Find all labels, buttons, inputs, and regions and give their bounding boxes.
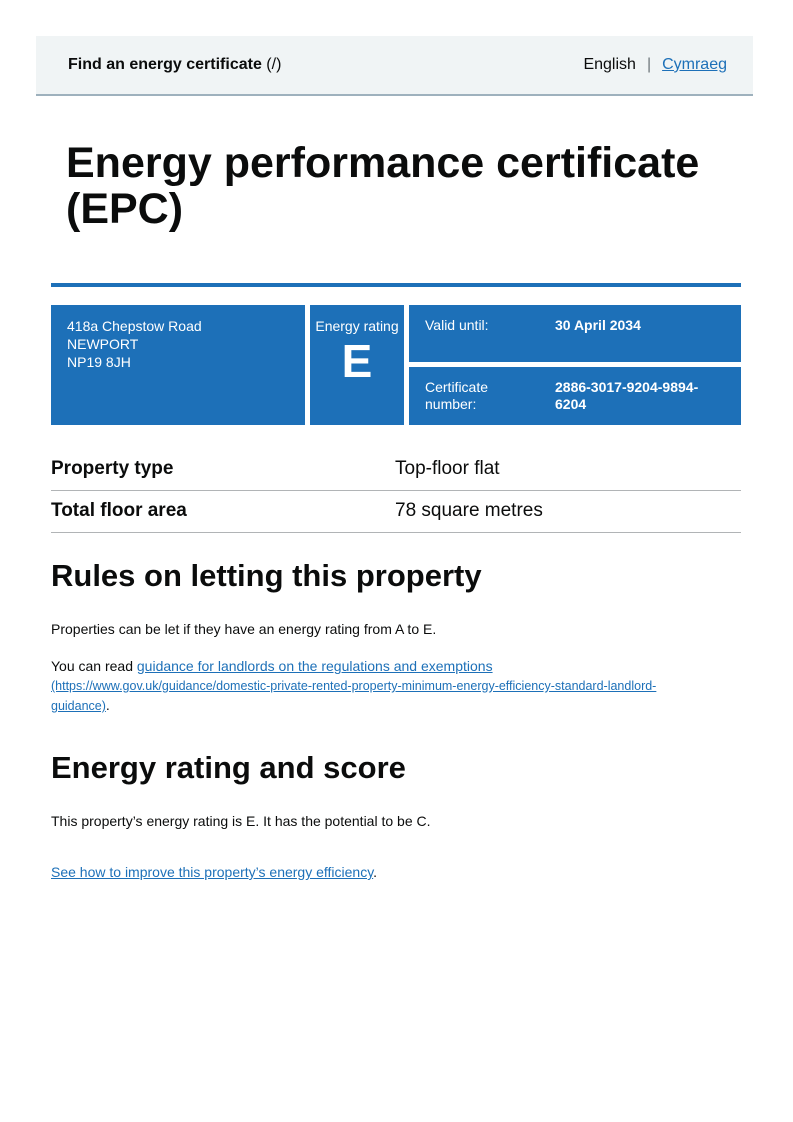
property-type-value: Top-floor flat	[395, 458, 500, 479]
address-line-1: 418a Chepstow Road	[67, 318, 202, 334]
energy-rating-value: E	[341, 335, 373, 387]
language-current: English	[583, 56, 636, 73]
address-line-3: NP19 8JH	[67, 354, 131, 370]
certificate-number-value: 2886-3017-9204-9894-6204	[555, 379, 699, 412]
rating-paragraph: This property’s energy rating is E. It has the potential to be C.	[51, 813, 431, 829]
certificate-meta-column	[409, 305, 741, 425]
energy-rating-panel	[310, 305, 404, 425]
property-type-label: Property type	[51, 458, 174, 479]
improve-link-paragraph	[51, 863, 711, 882]
certificate-number-row	[409, 367, 741, 425]
language-switcher	[583, 56, 727, 74]
rules-paragraph-2-suffix: .	[105, 697, 110, 713]
improve-link-suffix: .	[373, 864, 378, 880]
page-title: Energy performance certificate (EPC)	[66, 139, 700, 233]
language-divider: |	[646, 56, 652, 73]
service-name-text: Find an energy certificate	[68, 56, 262, 73]
table-row-floor-area	[51, 491, 741, 533]
property-address	[51, 305, 305, 425]
valid-until-label: Valid until:	[425, 317, 489, 333]
floor-area-value: 78 square metres	[395, 500, 543, 521]
valid-until-value: 30 April 2034	[555, 317, 641, 333]
improve-efficiency-link[interactable]: See how to improve this property’s energy efficiency	[51, 864, 374, 880]
address-line-2: NEWPORT	[67, 336, 139, 352]
landlord-guidance-link-url: (https://www.gov.uk/guidance/domestic-private-rented-property-minimum-energy-efficiency-standard-landlord-guidance)	[51, 679, 657, 713]
table-row-property-type	[51, 449, 741, 491]
landlord-guidance-link-text: guidance for landlords on the regulations and exemptions	[136, 658, 493, 674]
main-content	[0, 140, 793, 882]
site-header	[36, 36, 753, 96]
valid-until-row	[409, 305, 741, 362]
rules-paragraph-2-prefix: You can read	[51, 658, 133, 674]
certificate-number-label: Certificate number:	[425, 379, 489, 412]
certificate-summary-banner	[51, 305, 741, 425]
rules-heading: Rules on letting this property	[51, 558, 482, 593]
language-link-cymraeg[interactable]: Cymraeg	[662, 56, 727, 73]
landlord-guidance-link[interactable]	[51, 658, 656, 713]
energy-rating-label: Energy rating	[315, 318, 399, 334]
service-name-link[interactable]	[68, 56, 281, 74]
rules-paragraph-1: Properties can be let if they have an energy rating from A to E.	[51, 621, 437, 637]
energy-rating-heading: Energy rating and score	[51, 750, 406, 785]
rules-paragraph-2	[51, 657, 711, 716]
blue-section-divider	[51, 283, 741, 287]
property-details-table	[51, 449, 741, 533]
floor-area-label: Total floor area	[51, 500, 187, 521]
service-name-url-suffix: (/)	[266, 56, 282, 73]
